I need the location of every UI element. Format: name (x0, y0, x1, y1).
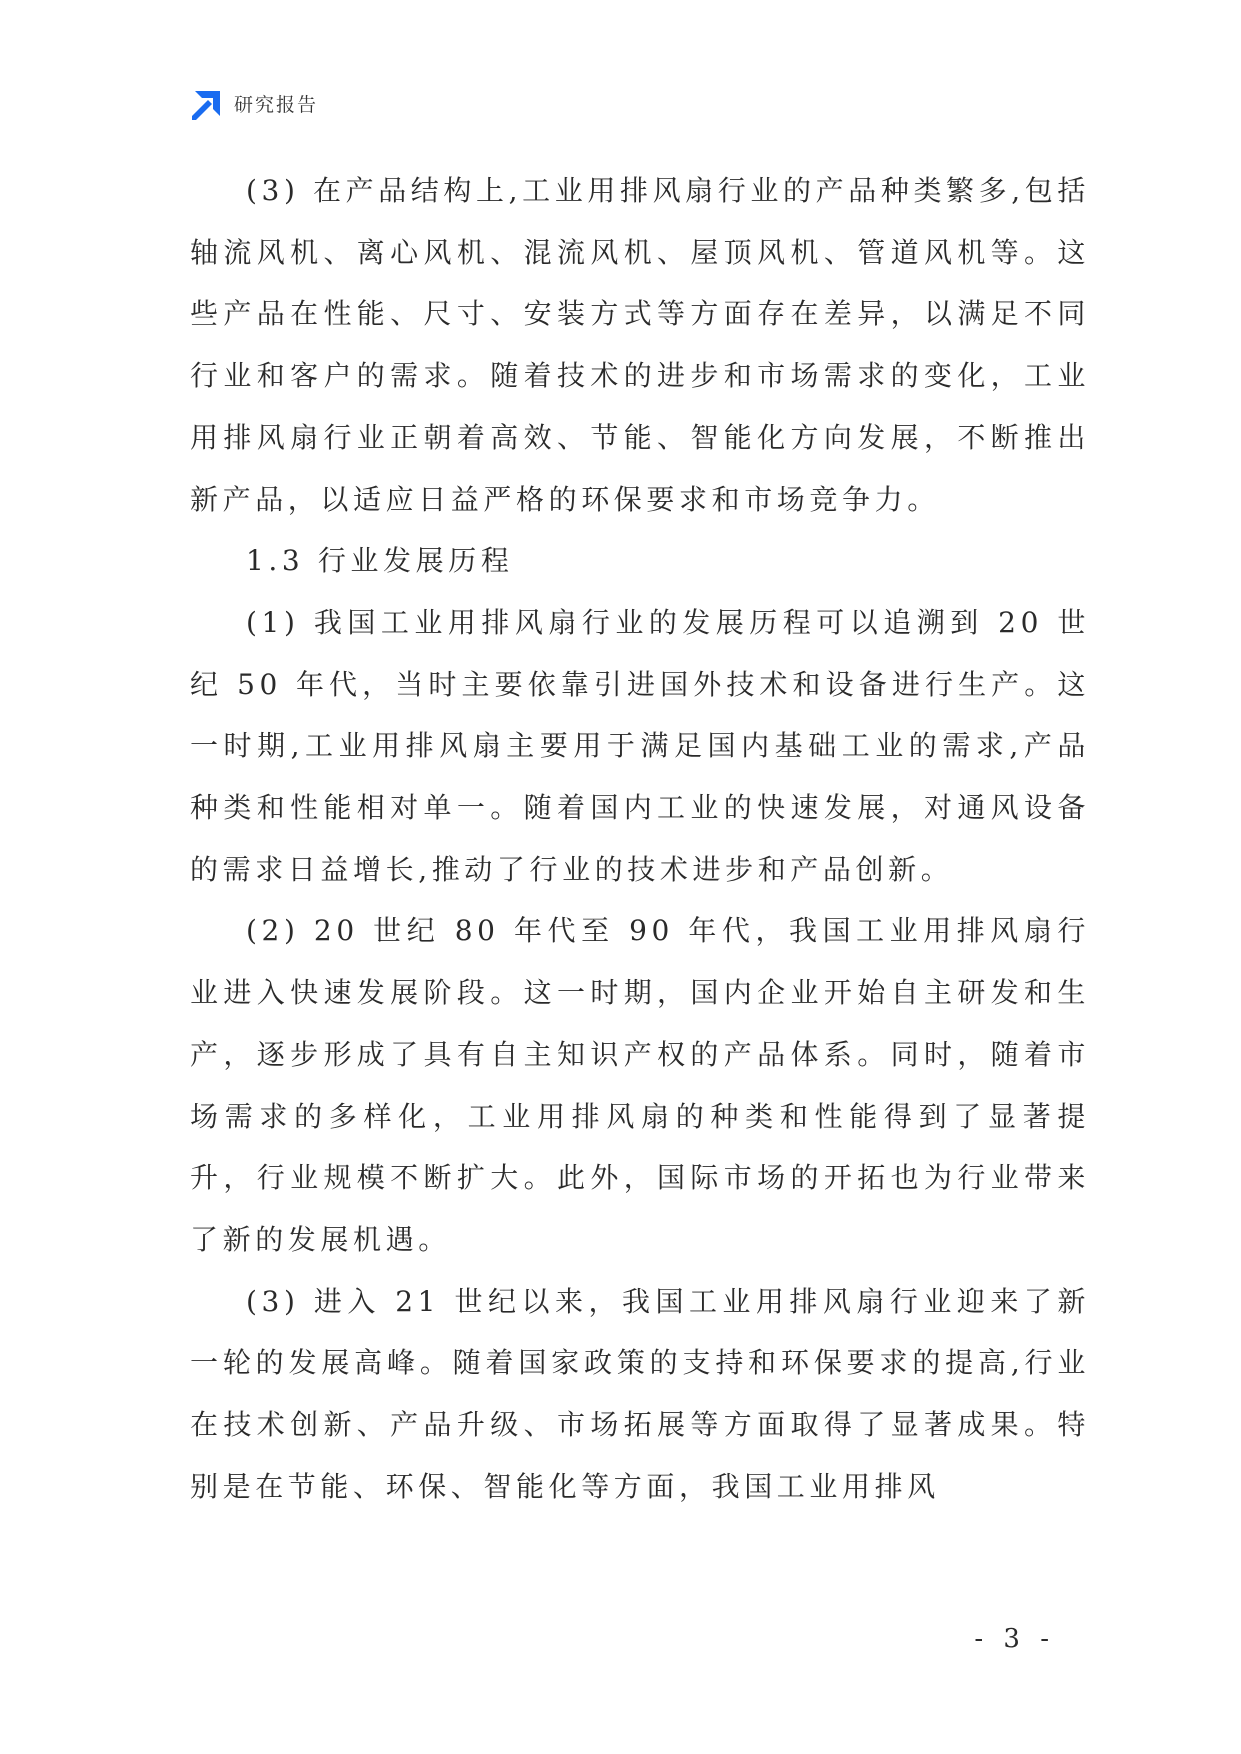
header-title: 研究报告 (234, 93, 319, 116)
paragraph-product-structure: (3) 在产品结构上,工业用排风扇行业的产品种类繁多,包括轴流风机、离心风机、混流风机、屋顶风机、管道风机等。这些产品在性能、尺寸、安装方式等方面存在差异，以满足不同行业和客户的需求。随着技术的进步和市场需求的变化，工业用排风扇行业正朝着高效、节能、智能化方向发展，不断推出新产品，以适应日益严格的环保要求和市场竞争力。 (190, 174, 1090, 516)
section-heading: 1.3 行业发展历程 (246, 544, 514, 578)
document-body (190, 160, 1090, 1517)
page-number: - 3 - (974, 1624, 1055, 1654)
paragraph-history-3: (3) 进入 21 世纪以来，我国工业用排风扇行业迎来了新一轮的发展高峰。随着国家政策的支持和环保要求的提高,行业在技术创新、产品升级、市场拓展等方面取得了显著成果。特别是在节能、环保、智能化等方面，我国工业用排风 (190, 1284, 1090, 1503)
arrow-up-right-icon (190, 89, 222, 121)
paragraph-history-1: (1) 我国工业用排风扇行业的发展历程可以追溯到 20 世纪 50 年代，当时主要依靠引进国外技术和设备进行生产。这一时期,工业用排风扇主要用于满足国内基础工业的需求,产品种类和性能相对单一。随着国内工业的快速发展，对通风设备的需求日益增长,推动了行业的技术进步和产品创新。 (190, 605, 1090, 886)
page-header (190, 88, 318, 122)
paragraph-history-2: (2) 20 世纪 80 年代至 90 年代，我国工业用排风扇行业进入快速发展阶段。这一时期，国内企业开始自主研发和生产，逐步形成了具有自主知识产权的产品体系。同时，随着市场需求的多样化，工业用排风扇的种类和性能得到了显著提升，行业规模不断扩大。此外，国际市场的开拓也为行业带来了新的发展机遇。 (190, 914, 1090, 1256)
